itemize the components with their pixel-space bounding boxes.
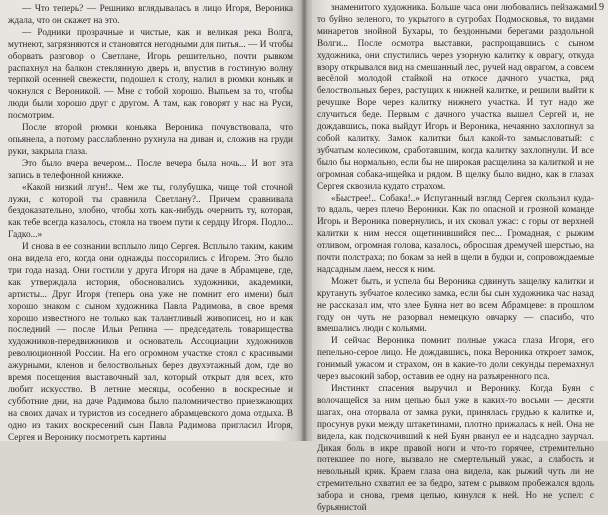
right-page — [308, 0, 608, 514]
left-paragraph-5: «Какой низкий лгун!.. Чем же ты, голубушка, чище той сточной лужи, с которой ты сравнила Светлану?.. Причем сравнивала бездоказательно, злобно, чтобы хоть как-нибудь очернить ту, которая, как тебе всегда казалось, стояла на твоем пути к сердцу Игоря. Подло... Гадко...» — [8, 182, 293, 241]
right-paragraph-1: знаменитого художника. Больше часа они любовались пейзажами то буйно зеленого, то укрытого в сугробах Подмосковья, то видами минаретов знойной Бухары, то бездонными берегами раздольной Волги... После осмотра выставки, распрощавшись с сыном художника, они спустились через узорную калитку к оврагу, откуда взору открывался вид на смешанный лес, ручей над оврагом, а совсем весёлой молодой стайкой на откосе дачного участка, ряд белоствольных берез, растущих к нижней калитке, и решили выйти к речушке Воре через калитку нижнего участка. И тут надо же случиться беде. Первым с дачного участка вышел Сергей и, не дождавшись, пока выйдут Игорь и Вероника, нечаянно захлопнул за собой калитку. Замок калитки был какой-то замысловатый: с зубчатым колесиком, сработавшим, когда калитку захлопнули. И все было бы нормально, если бы не широкая расщелина за калиткой и не огромная собака-ищейка и рядом. В щелку было видно, как в глазах Сергея сквозила кудато страхом. — [317, 3, 594, 192]
left-paragraph-6: И снова в ее сознании всплыло лицо Сергея. Всплыло таким, каким она видела его, когда они однажды поссорились с Игорем. Это было три года назад. Они гостили у друга Игоря на даче в Абрамцеве, где, как утверждала история, обосновались художники, академики, артисты... Друг Игоря (теперь она уже не помнит его имени) был хорошо знаком с сыном художника Павла Радимова, в свое время хорошо известного не только как талантливый живописец, но и как последний — после Ильи Репина — председатель товарищества художников-передвижников и основатель Ассоциации художников революционной России. На его огромном участке стоял с красивыми ажурными, кленов и белоствольных берез двухэтажный дом, где во время посещения выставочный зал, который открыт для всех, кто любит искусство. В летние месяцы, особенно в воскресные и субботние дни, на даче Радимова было паломничество приезжающих на своих дачах и туристов из соседнего абрамцевского дома отдыха. В одно из таких воскресений сын Павла Радимова пригласил Игоря, Сергея и Веронику посмотреть картины — [8, 242, 293, 443]
right-paragraph-2: «Быстрее!.. Собака!..» Испуганный взгляд Сергея скользил куда-то вдаль, через плечо Вероники. Как по опасной и грозной команде Игорь и Вероника повернулись, и их сковал ужас: с горы от верхней калитки к ним несся ощетинившийся пес... Громадная, с рыжим отливом, огромная голова, казалось, обросшая дремучей шерстью, на почти полстраха; по бокам за ней в щели в будки и, сопровождаемые надсадным лаем, несся к ним. — [317, 193, 594, 275]
page-number: 19 — [593, 2, 605, 13]
left-paragraph-4: Это было вчера вечером... После вечера была ночь... И вот эта запись в телефонной книжке. — [8, 158, 293, 181]
right-paragraph-5: Инстинкт спасения выручил и Веронику. Когда Буян с волочащейся за ним цепью был уже в каких-то восьми — десяти шагах, она оторвала от замка руки, принялась грудью к калитке и, просунув руки между штакетинами, плотно прижалась к ней. Она не видела, как подскочивший к ней Буян рванул ее и надсадно заурчал. Дикая боль в икре правой ноги и что-то горячее, стремительно потекшее по ноге, вызвало не смертельный ужас, а слабость и невольный крик. Краем глаза она видела, как рыжий чуть ли не стремительно схватил ее за бедро, затем с рывком пробежался вдоль забора и снова, гремя цепью, кинулся к ней. Но не успел: с бурьянистой — [317, 384, 594, 514]
left-page — [0, 0, 302, 441]
left-paragraph-1: — Что теперь? — Решнико вглядывалась в лицо Игоря, Вероника ждала, что он скажет на это. — [8, 4, 293, 26]
left-paragraph-3: После второй рюмки коньяка Вероника почувствовала, что опьянела, а потому расслабленно рухнула на диван и, сложив на груди руки, закрыла глаза. — [8, 123, 293, 157]
right-paragraph-3: Может быть, и успела бы Вероника сдвинуть защелку калитки и крутануть зубчатое колесико замка, если бы сын художника час назад не рассказал им, что злее Буяна нет во всем Абрамцеве: в прошлом году он чуть не разорвал немецкую овчарку — спасибо, что вмешались люди с кольями. — [317, 276, 594, 335]
right-paragraph-4: И сейчас Вероника помнит полные ужаса глаза Игоря, его пепельно-серое лицо. Не дождавшись, пока Вероника откроет замок, гонимый ужасом и страхом, он в какие-то доли секунды перемахнул через высокий забор, оставив ее одну на разъяренного пса. — [317, 336, 594, 383]
left-paragraph-2: — Родники прозрачные и чистые, как и великая река Волга, мутнеют, загрязняются и становятся негодными для питья... — И чтобы оборвать разговор о Светлане, Игорь решительно, почти рывком распахнул на балкон стеклянную дверь и, впустив в гостиную волну терпкой осенней свежести, подошел к столу, налил в рюмки коньяк и чокнулся с Вероникой. — Мне с тобой хорошо. Выпьем за то, чтобы люди были хорошо друг с другом. А там, как говорят у нас на Руси, посмотрим. — [8, 27, 293, 122]
